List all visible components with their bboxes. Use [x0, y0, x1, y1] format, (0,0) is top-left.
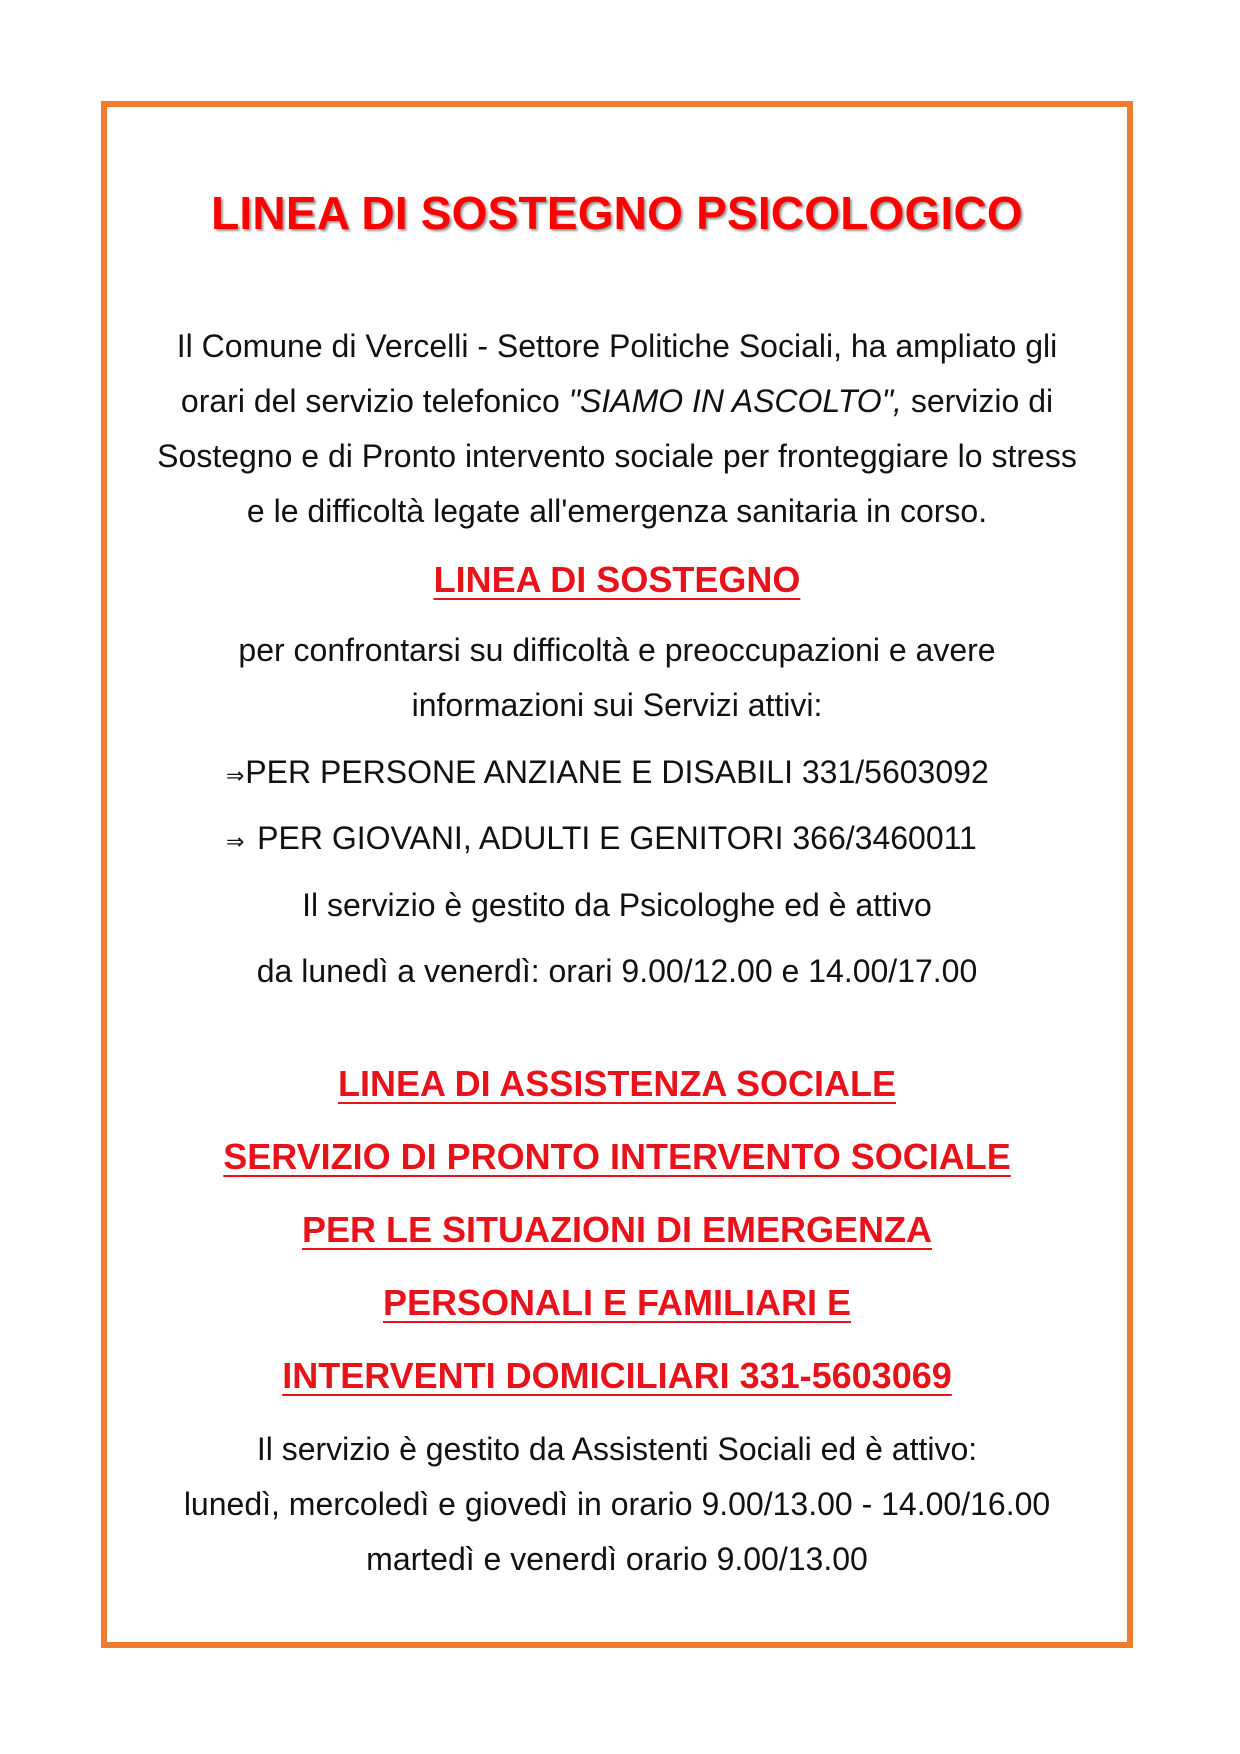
social-heading-line-3: [101, 1208, 1133, 1252]
social-managed-by: Il servizio è gestito da Assistenti Sociali ed è attivo:: [256, 1431, 978, 1467]
support-desc-line-2: informazioni sui Servizi attivi:: [411, 687, 823, 723]
social-heading-line-1: [101, 1062, 1133, 1106]
intro-line-2-end: servizio di: [901, 383, 1054, 419]
list-item-youth-adults-parents: [101, 818, 1133, 858]
right-double-arrow-icon: ⇒: [226, 763, 245, 788]
support-managed-by: Il servizio è gestito da Psicologhe ed è attivo: [302, 887, 932, 923]
social-heading-text: PERSONALI E FAMILIARI E: [382, 1282, 852, 1323]
support-schedule: da lunedì a venerdì: orari 9.00/12.00 e 14.00/17.00: [256, 953, 978, 989]
social-heading-line-5: [101, 1354, 1133, 1398]
social-heading-text: LINEA DI ASSISTENZA SOCIALE: [337, 1063, 897, 1104]
page-title: LINEA DI SOSTEGNO PSICOLOGICO: [211, 187, 1023, 239]
support-line-heading-text: LINEA DI SOSTEGNO: [433, 559, 801, 600]
intro-line-3: Sostegno e di Pronto intervento sociale per fronteggiare lo stress: [157, 438, 1077, 474]
list-item-text: PER PERSONE ANZIANE E DISABILI 331/5603092: [245, 754, 989, 790]
list-item-text: PER GIOVANI, ADULTI E GENITORI 366/3460011: [257, 820, 977, 856]
intro-line-2-start: orari del servizio telefonico: [180, 383, 569, 419]
intro-line-4: e le difficoltà legate all'emergenza sanitaria in corso.: [246, 493, 988, 529]
support-desc-line-1: per confrontarsi su difficoltà e preoccupazioni e avere: [238, 632, 996, 668]
social-heading-line-4: [101, 1281, 1133, 1325]
right-double-arrow-icon: ⇒: [226, 829, 245, 854]
social-schedule-line-1: lunedì, mercoledì e giovedì in orario 9.00/13.00 - 14.00/16.00: [183, 1486, 1051, 1522]
intro-line-2: [101, 382, 1133, 420]
support-line-heading: [101, 558, 1133, 602]
social-heading-line-2: [101, 1135, 1133, 1179]
social-schedule-line-2: martedì e venerdì orario 9.00/13.00: [366, 1541, 868, 1577]
list-item-elderly-disabled: [101, 752, 1133, 792]
social-heading-text: PER LE SITUAZIONI DI EMERGENZA: [301, 1209, 933, 1250]
social-heading-text: SERVIZIO DI PRONTO INTERVENTO SOCIALE: [223, 1136, 1011, 1177]
intro-line-1: Il Comune di Vercelli - Settore Politiche Sociali, ha ampliato gli: [176, 328, 1058, 364]
social-heading-text: INTERVENTI DOMICILIARI 331-5603069: [282, 1355, 952, 1396]
service-name-siamo-in-ascolto: "SIAMO IN ASCOLTO",: [568, 383, 902, 419]
